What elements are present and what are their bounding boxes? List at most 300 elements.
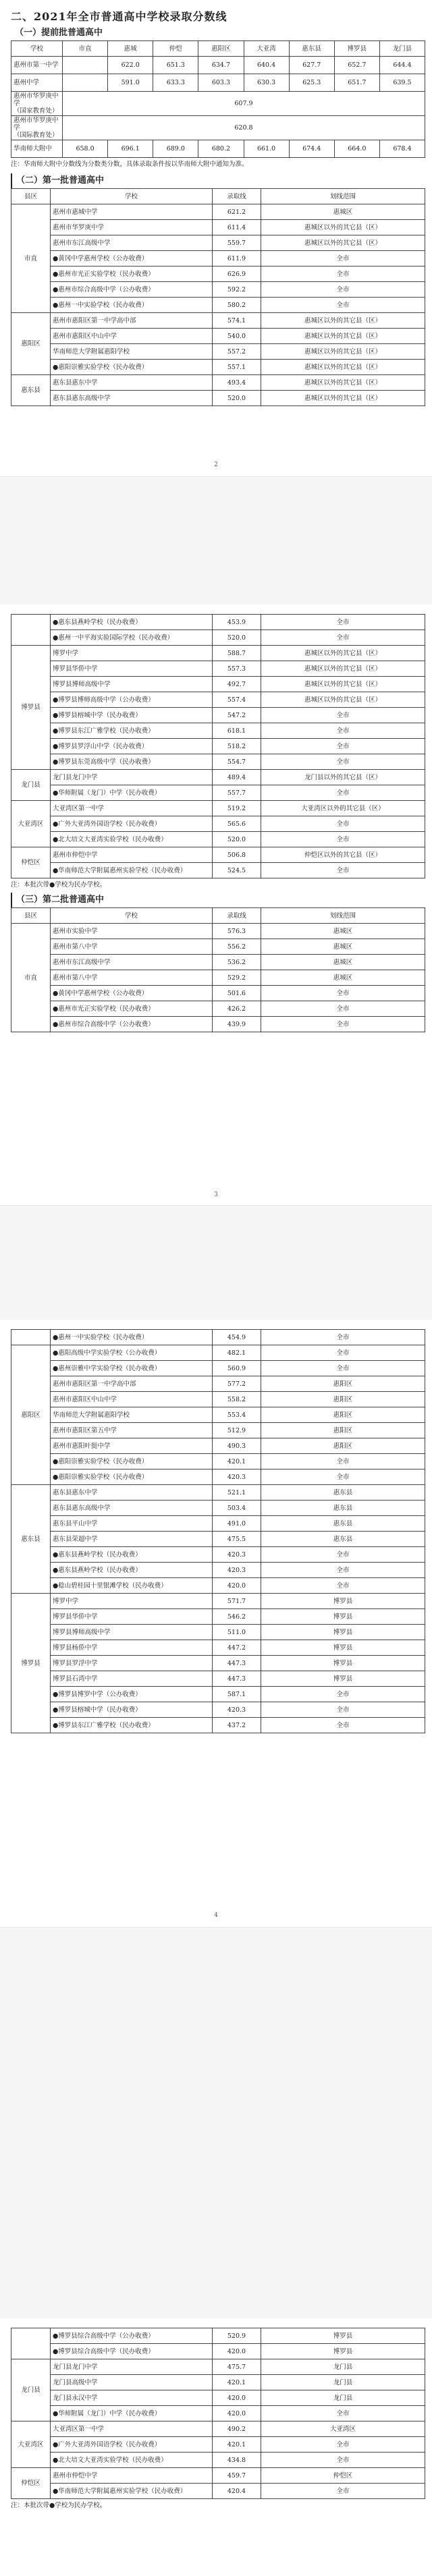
table-row bbox=[11, 723, 425, 739]
range-cell: 惠阳区 bbox=[261, 1392, 425, 1407]
score-cell: 630.3 bbox=[244, 74, 289, 92]
table-row bbox=[11, 57, 425, 74]
score-cell: 420.3 bbox=[213, 1547, 261, 1563]
col-header: 惠东县 bbox=[289, 41, 334, 57]
range-cell: 惠东县 bbox=[261, 1485, 425, 1501]
score-cell: 420.3 bbox=[213, 1469, 261, 1485]
range-cell: 博罗县 bbox=[261, 2328, 425, 2344]
table-row bbox=[11, 204, 425, 220]
range-cell: 惠阳区 bbox=[261, 1423, 425, 1438]
score-cell: 503.4 bbox=[213, 1501, 261, 1516]
score-cell: 492.7 bbox=[213, 677, 261, 692]
range-cell: 全市 bbox=[261, 1563, 425, 1578]
school-cell: ●博罗县榕城中学（民办收费） bbox=[51, 708, 213, 723]
score-cell: 574.1 bbox=[213, 313, 261, 329]
school-cell: 惠州市实验中学 bbox=[51, 924, 213, 939]
score-cell: 420.0 bbox=[213, 2344, 261, 2359]
table-row bbox=[11, 1656, 425, 1671]
table-row bbox=[11, 1501, 425, 1516]
school-cell: 惠州中学 bbox=[11, 74, 63, 92]
score-cell: 420.1 bbox=[213, 1454, 261, 1469]
score-cell: 557.7 bbox=[213, 785, 261, 801]
page-2 bbox=[0, 605, 432, 1205]
school-cell: ●惠州一中实验学校（民办收费） bbox=[51, 298, 213, 313]
table-row bbox=[11, 375, 425, 391]
range-cell: 惠城区以外的其它县（区） bbox=[261, 646, 425, 661]
school-name: 惠州市华罗庚中学 bbox=[14, 92, 59, 107]
range-cell: 惠城区 bbox=[261, 204, 425, 220]
col-header: 仲恺 bbox=[153, 41, 198, 57]
table-row bbox=[11, 1345, 425, 1361]
table-row bbox=[11, 116, 425, 140]
range-cell: 惠城区 bbox=[261, 955, 425, 970]
range-cell: 惠城区以外的其它县（区） bbox=[261, 661, 425, 677]
region-cell: 龙门县 bbox=[11, 2359, 51, 2421]
score-cell: 627.7 bbox=[289, 57, 334, 74]
school-cell: 惠东县荣超中学 bbox=[51, 1532, 213, 1547]
school-cell: ●惠阳崇雅实验学校（民办收费） bbox=[51, 360, 213, 375]
range-cell: 惠城区以外的其它县（区） bbox=[261, 375, 425, 391]
range-cell: 仲恺区 bbox=[261, 2468, 425, 2484]
school-cell: ●惠阳崇雅实验学校（民办收费） bbox=[51, 1454, 213, 1469]
score-cell: 453.9 bbox=[213, 615, 261, 630]
school-cell: ●稔山碧桂园十里银滩学校（民办收费） bbox=[51, 1578, 213, 1594]
school-cell: 惠州市第八中学 bbox=[51, 939, 213, 955]
table-row bbox=[11, 863, 425, 878]
school-cell: 华南师大附中 bbox=[11, 140, 63, 158]
table-row bbox=[11, 251, 425, 267]
score-cell: 454.9 bbox=[213, 1330, 261, 1345]
table-row bbox=[11, 313, 425, 329]
col-header: 惠城 bbox=[108, 41, 153, 57]
table-row bbox=[11, 939, 425, 955]
score-cell: 622.0 bbox=[108, 57, 153, 74]
col-header: 学校 bbox=[51, 189, 213, 204]
school-cell: ●博罗县东江广雅学校（民办收费） bbox=[51, 723, 213, 739]
score-cell: 420.3 bbox=[213, 1563, 261, 1578]
table-row bbox=[11, 2453, 425, 2468]
score-cell: 634.7 bbox=[198, 57, 244, 74]
region-cell: 市直 bbox=[11, 204, 51, 313]
range-cell: 惠城区 bbox=[261, 924, 425, 939]
school-cell: 惠州市东江高级中学 bbox=[51, 235, 213, 251]
region-cell: 惠东县 bbox=[11, 375, 51, 406]
range-cell: 惠城区以外的其它县（区） bbox=[261, 313, 425, 329]
score-cell: 560.9 bbox=[213, 1361, 261, 1376]
score-cell: 512.9 bbox=[213, 1423, 261, 1438]
table-row bbox=[11, 1407, 425, 1423]
score-cell: 482.1 bbox=[213, 1345, 261, 1361]
school-cell: ●博罗县综合高级中学（民办收费） bbox=[51, 2344, 213, 2359]
score-cell: 490.3 bbox=[213, 1438, 261, 1454]
score-cell: 580.2 bbox=[213, 298, 261, 313]
school-cell: ●广外大亚湾外国语学校（民办收费） bbox=[51, 2437, 213, 2453]
page-gap bbox=[0, 476, 432, 606]
school-cell: ●惠东县燕岭学校（民办收费） bbox=[51, 615, 213, 630]
table-row bbox=[11, 1594, 425, 1609]
school-cell: ●惠州市综合高级中学（公办收费） bbox=[51, 1017, 213, 1032]
school-cell: ●惠东县燕岭学校（民办收费） bbox=[51, 1563, 213, 1578]
score-cell: 556.2 bbox=[213, 939, 261, 955]
school-cell: 惠州市惠阳区中山中学 bbox=[51, 1392, 213, 1407]
col-header: 学校 bbox=[51, 908, 213, 924]
school-cell: 博罗县罗浮中学 bbox=[51, 1656, 213, 1671]
score-cell: 420.0 bbox=[213, 2406, 261, 2421]
table-row bbox=[11, 2437, 425, 2453]
score-cell: 678.4 bbox=[379, 140, 425, 158]
school-cell: 博罗县博师高级中学 bbox=[51, 677, 213, 692]
range-cell: 博罗县 bbox=[261, 1594, 425, 1609]
range-cell: 惠阳区 bbox=[261, 1407, 425, 1423]
score-cell: 565.6 bbox=[213, 816, 261, 832]
range-cell: 惠城区 bbox=[261, 970, 425, 986]
table-row bbox=[11, 970, 425, 986]
range-cell: 惠阳区 bbox=[261, 1438, 425, 1454]
school-cell: ●惠州一中平海实验国际学校（民办收费） bbox=[51, 630, 213, 646]
school-cell: ●博罗县东江广雅学校（民办收费） bbox=[51, 1718, 213, 1733]
school-cell: ●黄冈中学惠州学校（公办收费） bbox=[51, 986, 213, 1001]
range-cell: 惠东县 bbox=[261, 1532, 425, 1547]
score-cell: 475.5 bbox=[213, 1532, 261, 1547]
table-row bbox=[11, 615, 425, 630]
table-row bbox=[11, 391, 425, 406]
school-cell: ●华师附属（龙门）中学（民办收费） bbox=[51, 2406, 213, 2421]
table-row bbox=[11, 801, 425, 816]
school-cell: ●华师附属（龙门）中学（民办收费） bbox=[51, 785, 213, 801]
table-row bbox=[11, 1625, 425, 1640]
score-cell: 588.7 bbox=[213, 646, 261, 661]
score-cell: 592.2 bbox=[213, 282, 261, 298]
table-row bbox=[11, 298, 425, 313]
score-cell: 626.9 bbox=[213, 267, 261, 282]
range-cell: 全市 bbox=[261, 1361, 425, 1376]
school-cell: ●华南师范大学附属惠州实验学校（民办收费） bbox=[51, 2484, 213, 2499]
school-cell: 惠州市仲恺中学 bbox=[51, 847, 213, 863]
score-cell: 680.2 bbox=[198, 140, 244, 158]
school-cell: 华南师范大学附属惠阳学校 bbox=[51, 344, 213, 360]
school-cell: ●惠州市光正实验学校（民办收费） bbox=[51, 1001, 213, 1017]
col-header: 县区 bbox=[11, 189, 51, 204]
score-cell: 591.0 bbox=[108, 74, 153, 92]
range-cell: 仲恺区以外的其它县（区） bbox=[261, 847, 425, 863]
score-cell bbox=[63, 57, 108, 74]
table-row bbox=[11, 1001, 425, 1017]
range-cell: 惠城区以外的其它县（区） bbox=[261, 220, 425, 235]
range-cell: 全市 bbox=[261, 1454, 425, 1469]
school-cell: ●惠州崇雅中学实验学校（民办收费） bbox=[51, 1361, 213, 1376]
score-cell: 520.0 bbox=[213, 832, 261, 847]
range-cell: 全市 bbox=[261, 723, 425, 739]
range-cell: 龙门县以外的其它县（区） bbox=[261, 770, 425, 785]
region-cell bbox=[11, 615, 51, 646]
range-cell: 全市 bbox=[261, 251, 425, 267]
range-cell: 全市 bbox=[261, 615, 425, 630]
school-cell: ●博罗县博罗中学（公办收费） bbox=[51, 1687, 213, 1702]
table-row bbox=[11, 661, 425, 677]
school-cell: 博罗县华侨中学 bbox=[51, 661, 213, 677]
school-cell: 博罗县杨侨中学 bbox=[51, 1640, 213, 1656]
school-cell bbox=[11, 92, 63, 116]
school-cell: ●惠州市光正实验学校（民办收费） bbox=[51, 267, 213, 282]
score-cell: 557.3 bbox=[213, 661, 261, 677]
score-cell: 447.2 bbox=[213, 1640, 261, 1656]
score-cell: 420.1 bbox=[213, 2375, 261, 2390]
table-row bbox=[11, 2390, 425, 2406]
table-row bbox=[11, 832, 425, 847]
table-row bbox=[11, 1687, 425, 1702]
score-cell: 559.7 bbox=[213, 235, 261, 251]
table-row bbox=[11, 1609, 425, 1625]
table-row bbox=[11, 1702, 425, 1718]
pre-batch-note: 注：华南师大附中分数线为分数类分数，具体录取条件按以华南师大附中通知为准。 bbox=[11, 161, 248, 168]
score-cell: 489.4 bbox=[213, 770, 261, 785]
school-cell: ●博罗县罗浮山中学（民办收费） bbox=[51, 739, 213, 754]
table-row bbox=[11, 1640, 425, 1656]
score-cell: 540.0 bbox=[213, 329, 261, 344]
range-cell: 全市 bbox=[261, 1345, 425, 1361]
table-row bbox=[11, 1469, 425, 1485]
range-cell: 全市 bbox=[261, 986, 425, 1001]
score-cell: 490.2 bbox=[213, 2421, 261, 2437]
score-cell: 511.0 bbox=[213, 1625, 261, 1640]
table-row bbox=[11, 2344, 425, 2359]
school-cell: 惠东县惠东高级中学 bbox=[51, 391, 213, 406]
school-cell: 惠州市东江高级中学 bbox=[51, 955, 213, 970]
school-cell: 华南师范大学附属惠阳学校 bbox=[51, 1407, 213, 1423]
range-cell: 全市 bbox=[261, 298, 425, 313]
score-cell: 447.3 bbox=[213, 1656, 261, 1671]
score-cell: 420.1 bbox=[213, 2437, 261, 2453]
range-cell: 惠城区以外的其它县（区） bbox=[261, 677, 425, 692]
range-cell: 博罗县 bbox=[261, 1656, 425, 1671]
table-row bbox=[11, 74, 425, 92]
col-header: 市直 bbox=[63, 41, 108, 57]
col-header: 大亚湾 bbox=[244, 41, 289, 57]
table-row bbox=[11, 220, 425, 235]
table-row bbox=[11, 986, 425, 1001]
table-row bbox=[11, 770, 425, 785]
document-title: 二、2021年全市普通高中学校录取分数线 bbox=[11, 10, 227, 23]
score-cell: 557.1 bbox=[213, 360, 261, 375]
score-cell: 520.0 bbox=[213, 630, 261, 646]
score-cell: 434.8 bbox=[213, 2453, 261, 2468]
score-cell: 437.2 bbox=[213, 1718, 261, 1733]
range-cell: 惠城区以外的其它县（区） bbox=[261, 360, 425, 375]
score-cell: 571.7 bbox=[213, 1594, 261, 1609]
score-cell: 553.4 bbox=[213, 1407, 261, 1423]
range-cell: 惠东县 bbox=[261, 1516, 425, 1532]
range-cell: 全市 bbox=[261, 282, 425, 298]
region-cell bbox=[11, 2328, 51, 2359]
score-cell: 439.9 bbox=[213, 1017, 261, 1032]
score-cell: 658.0 bbox=[63, 140, 108, 158]
range-cell: 全市 bbox=[261, 2437, 425, 2453]
table-row bbox=[11, 924, 425, 939]
col-header: 划线范围 bbox=[261, 189, 425, 204]
table-row bbox=[11, 1376, 425, 1392]
region-cell: 市直 bbox=[11, 924, 51, 1032]
table-row bbox=[11, 1438, 425, 1454]
range-cell: 惠东县 bbox=[261, 1501, 425, 1516]
score-cell: 644.4 bbox=[379, 57, 425, 74]
score-cell: 576.3 bbox=[213, 924, 261, 939]
col-header: 惠阳区 bbox=[198, 41, 244, 57]
second-batch-table-b bbox=[11, 1329, 425, 1733]
school-cell: 惠州市惠阳区第五中学 bbox=[51, 1423, 213, 1438]
fb-group-huiyang bbox=[11, 313, 425, 375]
range-cell: 全市 bbox=[261, 863, 425, 878]
range-cell: 惠城区以外的其它县（区） bbox=[261, 344, 425, 360]
score-cell: 493.4 bbox=[213, 375, 261, 391]
school-cell: ●博罗县东莞高级中学（民办收费） bbox=[51, 754, 213, 770]
score-cell: 491.0 bbox=[213, 1516, 261, 1532]
region-cell: 仲恺区 bbox=[11, 2468, 51, 2499]
fb-group-shizhi bbox=[11, 204, 425, 313]
table-row bbox=[11, 955, 425, 970]
school-cell: 博罗中学 bbox=[51, 646, 213, 661]
range-cell: 惠城区以外的其它县（区） bbox=[261, 391, 425, 406]
second-batch-heading: （三）第二批普通高中 bbox=[11, 893, 425, 907]
score-cell: 633.3 bbox=[153, 74, 198, 92]
score-cell: 557.4 bbox=[213, 692, 261, 708]
school-cell: 惠东县惠东高级中学 bbox=[51, 1501, 213, 1516]
table-row bbox=[11, 1563, 425, 1578]
range-cell: 全市 bbox=[261, 1547, 425, 1563]
school-cell: ●惠州一中实验学校（民办收费） bbox=[51, 1330, 213, 1345]
table-header-row bbox=[11, 41, 425, 57]
score-cell: 524.5 bbox=[213, 863, 261, 878]
range-cell: 惠城区以外的其它县（区） bbox=[261, 692, 425, 708]
score-cell: 618.1 bbox=[213, 723, 261, 739]
school-cell: 惠州市第一中学 bbox=[11, 57, 63, 74]
school-cell: ●北大培文大亚湾实验学校（民办收费） bbox=[51, 2453, 213, 2468]
col-header: 博罗县 bbox=[334, 41, 379, 57]
region-cell: 博罗县 bbox=[11, 1594, 51, 1733]
page-number: 2 bbox=[214, 461, 218, 468]
score-cell: 506.8 bbox=[213, 847, 261, 863]
school-cell: 龙门县永汉中学 bbox=[51, 2390, 213, 2406]
col-header: 县区 bbox=[11, 908, 51, 924]
page-number: 3 bbox=[214, 1192, 218, 1198]
fb-group-huidong bbox=[11, 375, 425, 406]
first-batch-table-a bbox=[11, 188, 425, 406]
range-cell: 全市 bbox=[261, 816, 425, 832]
score-cell: 652.7 bbox=[334, 57, 379, 74]
score-cell: 689.0 bbox=[153, 140, 198, 158]
region-cell: 大亚湾区 bbox=[11, 2421, 51, 2468]
score-cell: 651.3 bbox=[153, 57, 198, 74]
range-cell: 全市 bbox=[261, 832, 425, 847]
score-cell: 639.5 bbox=[379, 74, 425, 92]
score-cell: 674.4 bbox=[289, 140, 334, 158]
table-row bbox=[11, 677, 425, 692]
col-header: 学校 bbox=[11, 41, 63, 57]
range-cell: 全市 bbox=[261, 1702, 425, 1718]
range-cell: 大亚湾区以外的其它县（区） bbox=[261, 801, 425, 816]
table-row bbox=[11, 1578, 425, 1594]
score-cell: 557.2 bbox=[213, 344, 261, 360]
school-cell: 龙门县龙门中学 bbox=[51, 2359, 213, 2375]
col-header: 龙门县 bbox=[379, 41, 425, 57]
score-cell: 558.2 bbox=[213, 1392, 261, 1407]
score-cell: 587.1 bbox=[213, 1687, 261, 1702]
school-cell: ●广外大亚湾外国语学校（民办收费） bbox=[51, 816, 213, 832]
school-cell: ●惠东县燕岭学校（民办收费） bbox=[51, 1547, 213, 1563]
school-cell: 博罗中学 bbox=[51, 1594, 213, 1609]
range-cell: 博罗县 bbox=[261, 1671, 425, 1687]
score-cell: 420.0 bbox=[213, 2390, 261, 2406]
school-cell: 龙门县龙门中学 bbox=[51, 770, 213, 785]
score-cell: 664.0 bbox=[334, 140, 379, 158]
range-cell: 博罗县 bbox=[261, 1640, 425, 1656]
school-cell: 惠东县惠东中学 bbox=[51, 1485, 213, 1501]
merged-score-cell: 607.9 bbox=[63, 92, 425, 116]
table-row bbox=[11, 1718, 425, 1733]
table-row bbox=[11, 1423, 425, 1438]
school-cell: 惠州市仲恺中学 bbox=[51, 2468, 213, 2484]
table-row bbox=[11, 344, 425, 360]
score-cell: 475.7 bbox=[213, 2359, 261, 2375]
score-cell: 521.1 bbox=[213, 1485, 261, 1501]
table-row bbox=[11, 646, 425, 661]
score-cell: 536.2 bbox=[213, 955, 261, 970]
score-cell: 529.2 bbox=[213, 970, 261, 986]
score-cell: 696.1 bbox=[108, 140, 153, 158]
table-row bbox=[11, 816, 425, 832]
range-cell: 惠城区以外的其它县（区） bbox=[261, 235, 425, 251]
merged-score-cell: 620.8 bbox=[63, 116, 425, 140]
school-cell: ●华南师范大学附属惠州实验学校（民办收费） bbox=[51, 863, 213, 878]
table-row bbox=[11, 140, 425, 158]
school-cell: ●黄冈中学惠州学校（公办收费） bbox=[51, 251, 213, 267]
range-cell: 全市 bbox=[261, 1330, 425, 1345]
score-cell: 547.2 bbox=[213, 708, 261, 723]
table-row bbox=[11, 2421, 425, 2437]
score-cell: 501.6 bbox=[213, 986, 261, 1001]
score-cell: 519.2 bbox=[213, 801, 261, 816]
region-cell: 博罗县 bbox=[11, 646, 51, 770]
table-row bbox=[11, 1361, 425, 1376]
score-cell: 420.0 bbox=[213, 1578, 261, 1594]
school-cell: 惠州市第八中学 bbox=[51, 970, 213, 986]
school-cell: 大亚湾区第一中学 bbox=[51, 801, 213, 816]
range-cell: 博罗县 bbox=[261, 1609, 425, 1625]
score-cell: 420.4 bbox=[213, 2484, 261, 2499]
second-batch-table-c bbox=[11, 2328, 425, 2499]
school-cell: 惠州市华罗庚中学 bbox=[51, 220, 213, 235]
table-row bbox=[11, 1516, 425, 1532]
range-cell: 全市 bbox=[261, 708, 425, 723]
school-cell: 惠州市惠阳叶挺中学 bbox=[51, 1438, 213, 1454]
score-cell: 603.3 bbox=[198, 74, 244, 92]
school-cell: 惠州市惠阳区第一中学高中部 bbox=[51, 313, 213, 329]
range-cell: 惠阳区 bbox=[261, 1376, 425, 1392]
range-cell: 全市 bbox=[261, 267, 425, 282]
school-cell: 惠州市惠阳区第一中学高中部 bbox=[51, 1376, 213, 1392]
school-cell: ●博罗县博师高级中学（公办收费） bbox=[51, 692, 213, 708]
range-cell: 惠城区 bbox=[261, 939, 425, 955]
score-cell bbox=[63, 74, 108, 92]
score-cell: 459.7 bbox=[213, 2468, 261, 2484]
second-batch-note: 注：本批次带●学校为民办学校。 bbox=[11, 2502, 107, 2509]
table-row bbox=[11, 1485, 425, 1501]
range-cell: 全市 bbox=[261, 2406, 425, 2421]
school-cell: 博罗县博师高级中学 bbox=[51, 1625, 213, 1640]
page-1 bbox=[0, 0, 432, 476]
col-header: 录取线 bbox=[213, 189, 261, 204]
table-row bbox=[11, 785, 425, 801]
score-cell: 426.2 bbox=[213, 1001, 261, 1017]
